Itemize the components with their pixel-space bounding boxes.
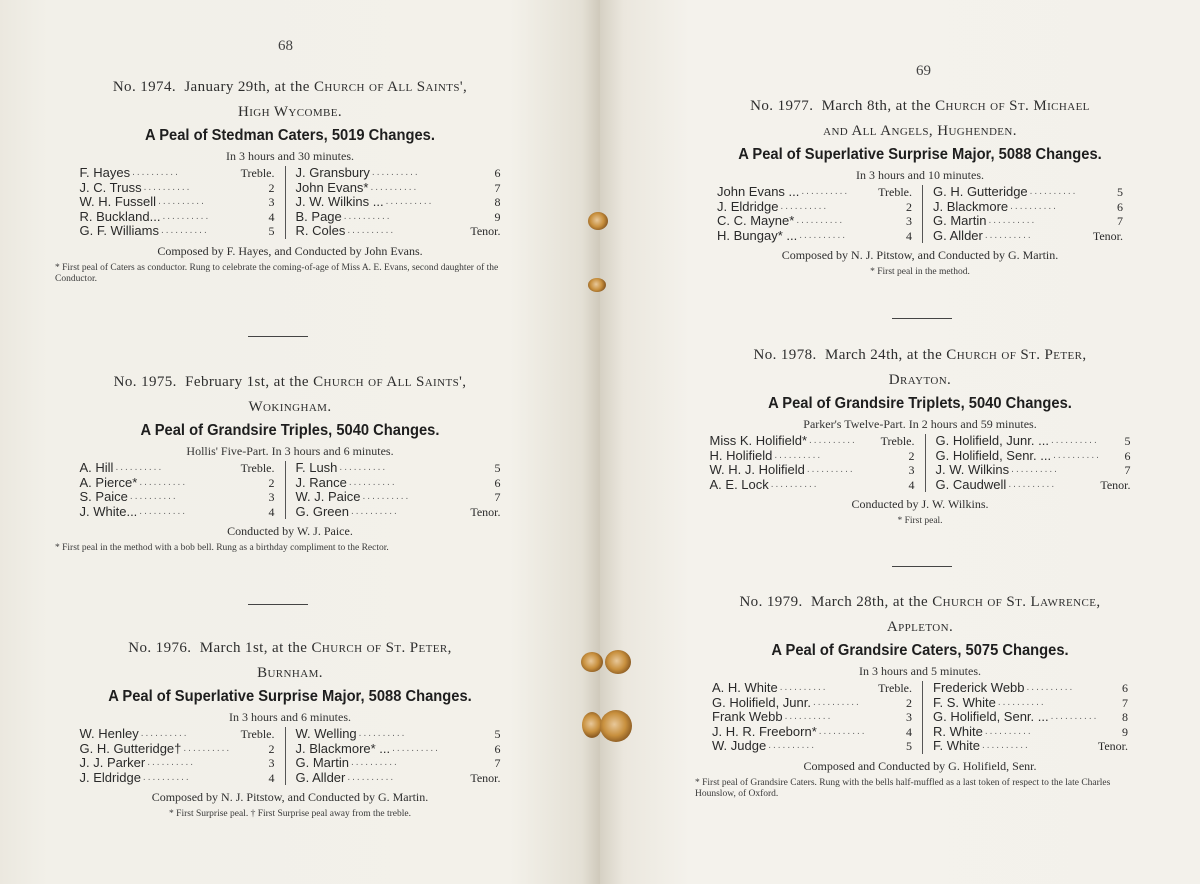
ringers-left-column	[712, 681, 923, 754]
ringer-row: J. Eldridge .......... 4	[79, 769, 275, 785]
ringers-left-column	[80, 166, 286, 239]
ringers-right-column	[923, 185, 1123, 243]
page-number: 68	[278, 38, 293, 54]
ringer-row: R. Coles .......... Tenor.	[295, 223, 501, 238]
peal-church: Church of St. Michael	[935, 98, 1090, 114]
peal-title: A Peal of Superlative Surprise Major, 5088 Changes.	[738, 146, 1102, 163]
ringer-row: W. J. Paice .......... 7	[295, 489, 501, 504]
ringer-row: J. W. Wilkins ... .......... 8	[295, 194, 501, 209]
ringers-left-column	[80, 461, 286, 519]
ringer-row: G. Holifield, Junr. .......... 2	[712, 694, 912, 710]
ringer-row: J. Gransbury .......... 6	[295, 165, 501, 180]
ringer-row: H. Holifield .......... 2	[709, 447, 915, 463]
ringer-row: Miss K. Holifield* .......... Treble.	[709, 433, 915, 448]
ringer-row: S. Paice .......... 3	[79, 489, 275, 504]
peal-church: Church of All Saints',	[313, 79, 468, 95]
ringer-row: G. F. Williams .......... 5	[79, 223, 275, 238]
peal-date: March 28th, at the	[810, 594, 929, 610]
ringer-row: J. W. Wilkins .......... 7	[935, 462, 1131, 477]
ringer-row: W. H. Fussell .......... 3	[79, 194, 275, 209]
ringers-left-column	[710, 434, 926, 492]
ringer-row: J. Blackmore* ... .......... 6	[295, 740, 501, 756]
ringers-band	[695, 185, 1145, 243]
ringer-row: R. Buckland... .......... 4	[79, 208, 275, 224]
ringer-row: G. H. Gutteridge .......... 5	[933, 184, 1123, 199]
ringer-row: J. J. Parker .......... 3	[79, 755, 275, 770]
ringer-row: J. C. Truss .......... 2	[79, 179, 275, 195]
peal-heading	[695, 94, 1145, 144]
peal-place: Burnham.	[257, 665, 323, 681]
ringer-row: G. H. Gutteridge† .......... 2	[79, 740, 275, 756]
peal-title: A Peal of Grandsire Triplets, 5040 Changes.	[768, 395, 1072, 412]
peal-date: March 8th, at the	[821, 98, 931, 114]
ringer-row: W. H. J. Holifield .......... 3	[709, 462, 915, 477]
ringers-right-column	[926, 434, 1131, 492]
ringer-row: G. Martin .......... 7	[933, 213, 1123, 228]
peal-date: March 1st, at the	[199, 640, 308, 656]
ringer-row: John Evans* .......... 7	[295, 179, 501, 195]
peal-heading	[695, 590, 1145, 640]
ringer-row: C. C. Mayne* .......... 3	[717, 213, 912, 228]
ringer-row: W. Judge .......... 5	[712, 738, 912, 753]
ringer-row: G. Allder .......... Tenor.	[933, 227, 1123, 243]
composed-conducted: Composed and Conducted by G. Holifield, Senr.	[803, 758, 1037, 773]
binding-hole	[581, 652, 603, 672]
ringers-left-column	[717, 185, 923, 243]
ringer-row: J. White... .......... 4	[79, 503, 275, 519]
ringer-row: John Evans ... .......... Treble.	[717, 184, 912, 199]
ringer-row: J. Blackmore .......... 6	[933, 198, 1123, 214]
ringer-row: W. Henley .......... Treble.	[79, 726, 275, 741]
peal-record	[55, 75, 525, 285]
peal-footnote: * First peal in the method.	[870, 267, 970, 277]
ringer-row: F. White .......... Tenor.	[933, 738, 1128, 753]
peal-title: A Peal of Stedman Caters, 5019 Changes.	[145, 127, 435, 144]
peal-place: High Wycombe.	[237, 104, 343, 120]
binding-hole	[582, 712, 602, 738]
ringer-row: J. Eldridge .......... 2	[717, 198, 912, 214]
composed-conducted: Composed by N. J. Pitstow, and Conducted by G. Martin.	[151, 790, 429, 804]
ringers-right-column	[286, 727, 501, 785]
ringer-row: A. Pierce* .......... 2	[79, 474, 275, 490]
peal-heading	[695, 343, 1145, 393]
ringers-band	[55, 461, 525, 519]
ringer-row: G. Caudwell .......... Tenor.	[935, 476, 1131, 492]
section-divider	[248, 604, 308, 605]
ringers-right-column	[923, 681, 1128, 754]
peal-number: No. 1974.	[112, 79, 176, 95]
ringer-row: R. White .......... 9	[933, 723, 1128, 739]
peal-heading	[55, 370, 525, 420]
ringer-row: G. Martin .......... 7	[295, 755, 501, 770]
peal-duration: In 3 hours and 6 minutes.	[229, 710, 351, 724]
peal-record	[695, 343, 1145, 527]
ringer-row: A. E. Lock .......... 4	[709, 476, 915, 492]
ringers-right-column	[286, 166, 501, 239]
section-divider	[892, 318, 952, 319]
section-divider	[248, 336, 308, 337]
peal-church: Church of St. Lawrence,	[932, 594, 1101, 610]
ringer-row: G. Holifield, Senr. ... .......... 8	[933, 709, 1128, 724]
ringer-row: W. Welling .......... 5	[295, 726, 501, 741]
binding-hole	[600, 710, 632, 742]
peal-record	[55, 370, 525, 554]
ringer-row: F. Lush .......... 5	[295, 460, 501, 475]
ringers-right-column	[286, 461, 501, 519]
peal-title: A Peal of Grandsire Caters, 5075 Changes.	[771, 642, 1069, 659]
peal-record	[695, 94, 1145, 278]
peal-number: No. 1977.	[750, 98, 814, 114]
peal-record	[55, 636, 525, 820]
ringer-row: A. Hill .......... Treble.	[79, 460, 275, 475]
peal-church: Church of St. Peter,	[946, 347, 1087, 363]
ringer-row: J. H. R. Freeborn* .......... 4	[712, 723, 912, 739]
peal-footnote: * First peal of Caters as conductor. Rung to celebrate the coming-of-age of Miss A. E. Evans, second daughter of the Conductor.	[55, 262, 499, 284]
ringers-band	[695, 681, 1145, 754]
peal-title: A Peal of Grandsire Triples, 5040 Changes.	[140, 422, 440, 439]
peal-title: A Peal of Superlative Surprise Major, 5088 Changes.	[108, 688, 472, 705]
binding-hole	[588, 278, 606, 292]
peal-place: and All Angels, Hughenden.	[823, 123, 1017, 139]
ringers-band	[55, 727, 525, 785]
composed-conducted: Composed by F. Hayes, and Conducted by John Evans.	[157, 243, 423, 258]
peal-record	[695, 590, 1145, 800]
peal-footnote: * First peal in the method with a bob bell. Rung as a birthday compliment to the Rector.	[55, 543, 389, 553]
peal-number: No. 1979.	[739, 594, 803, 610]
binding-hole	[605, 650, 631, 674]
peal-footnote: * First peal.	[897, 516, 943, 526]
ringer-row: B. Page .......... 9	[295, 208, 501, 224]
peal-place: Appleton.	[886, 619, 954, 635]
ringer-row: G. Holifield, Junr. ... .......... 5	[935, 433, 1131, 448]
right-page	[600, 0, 1200, 884]
peal-duration: Parker's Twelve-Part. In 2 hours and 59 minutes.	[803, 417, 1037, 431]
ringers-band	[55, 166, 525, 239]
ringer-row: F. Hayes .......... Treble.	[79, 165, 275, 180]
section-divider	[892, 566, 952, 567]
ringer-row: A. H. White .......... Treble.	[712, 680, 912, 695]
peal-number: No. 1975.	[113, 374, 177, 390]
ringer-row: H. Bungay* ... .......... 4	[717, 227, 912, 243]
ringers-band	[695, 434, 1145, 492]
ringer-row: Frederick Webb .......... 6	[933, 680, 1128, 695]
composed-conducted: Conducted by J. W. Wilkins.	[851, 497, 989, 511]
peal-heading	[55, 636, 525, 686]
ringer-row: F. S. White .......... 7	[933, 694, 1128, 710]
composed-conducted: Conducted by W. J. Paice.	[227, 524, 353, 538]
peal-number: No. 1978.	[753, 347, 817, 363]
peal-place: Wokingham.	[248, 399, 332, 415]
peal-duration: In 3 hours and 5 minutes.	[859, 664, 981, 678]
ringer-row: G. Allder .......... Tenor.	[295, 769, 501, 785]
peal-footnote: * First Surprise peal. † First Surprise peal away from the treble.	[169, 809, 411, 819]
peal-number: No. 1976.	[128, 640, 192, 656]
peal-duration: In 3 hours and 30 minutes.	[226, 149, 354, 163]
binding-hole	[588, 212, 608, 230]
peal-date: January 29th, at the	[184, 79, 310, 95]
ringer-row: Frank Webb .......... 3	[712, 709, 912, 724]
ringers-left-column	[80, 727, 286, 785]
ringer-row: G. Green .......... Tenor.	[295, 503, 501, 519]
ringer-row: J. Rance .......... 6	[295, 474, 501, 490]
peal-church: Church of St. Peter,	[311, 640, 452, 656]
page-number: 69	[916, 63, 931, 79]
peal-place: Drayton.	[888, 372, 952, 388]
ringer-row: G. Holifield, Senr. ... .......... 6	[935, 447, 1131, 463]
peal-date: February 1st, at the	[185, 374, 309, 390]
peal-church: Church of All Saints',	[313, 374, 467, 390]
peal-duration: Hollis' Five-Part. In 3 hours and 6 minutes.	[186, 444, 394, 458]
peal-heading	[55, 75, 525, 125]
composed-conducted: Composed by N. J. Pitstow, and Conducted by G. Martin.	[781, 248, 1059, 262]
peal-duration: In 3 hours and 10 minutes.	[856, 168, 984, 182]
peal-footnote: * First peal of Grandsire Caters. Rung with the bells half-muffled as a last token of respect to the late Charles Hounslow, of Oxford.	[695, 777, 1111, 799]
peal-date: March 24th, at the	[824, 347, 943, 363]
